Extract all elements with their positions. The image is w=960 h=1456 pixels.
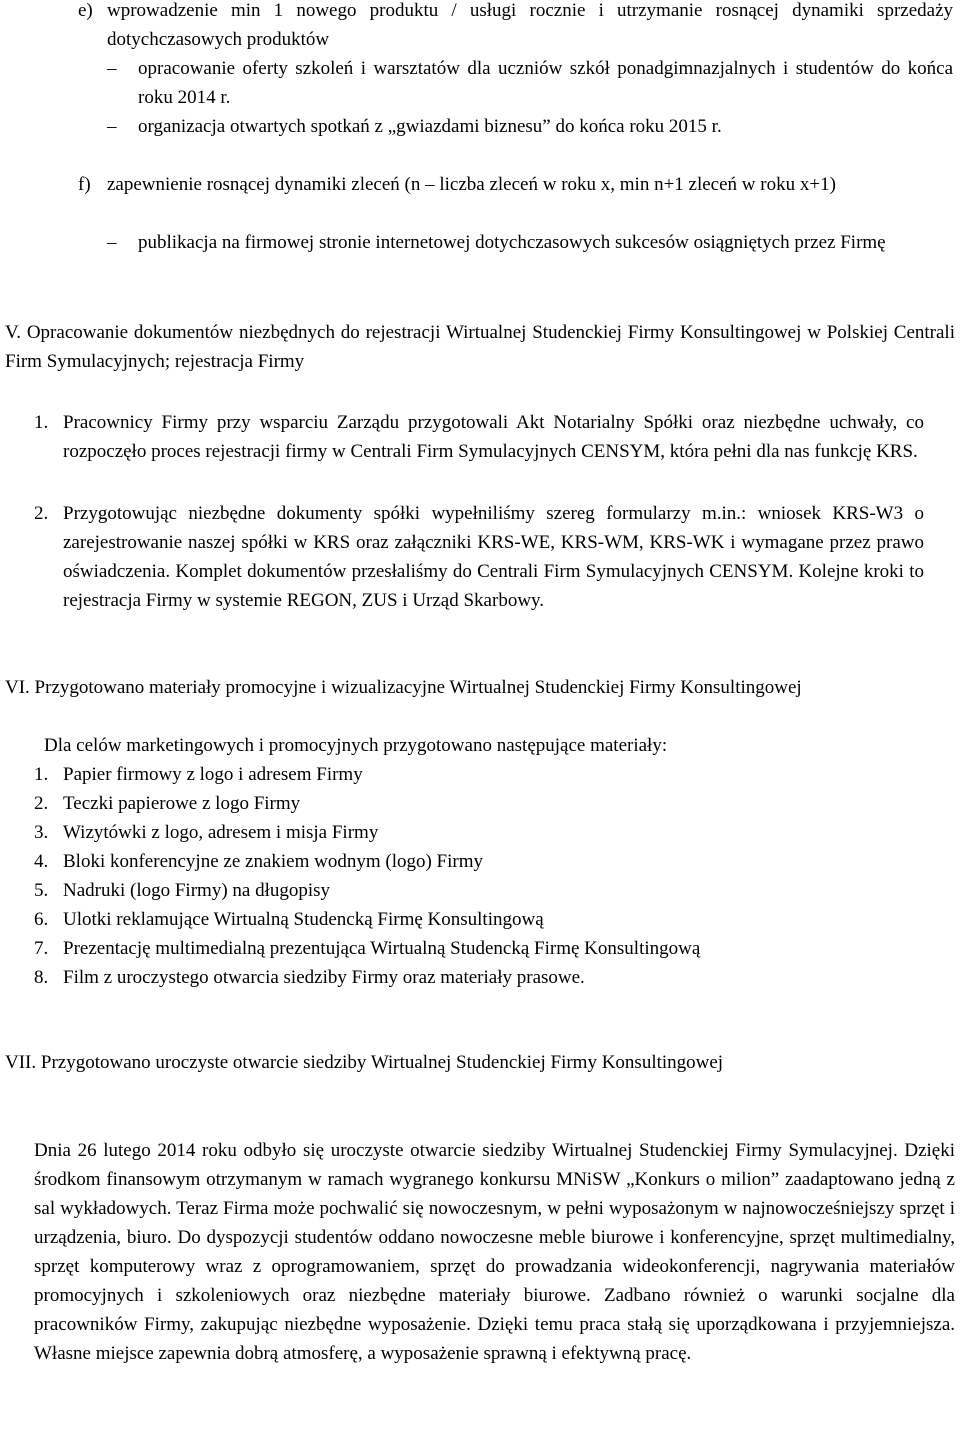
section-vii-heading: VII. Przygotowano uroczyste otwarcie siedziby Wirtualnej Studenckiej Firmy Konsultingowej	[5, 1052, 724, 1073]
dash-marker: –	[107, 116, 117, 137]
item-number: 3.	[34, 822, 49, 843]
section-e-text: wprowadzenie min 1 nowego produktu / usługi rocznie i utrzymanie rosnącej dynamiki sprzedaży dotychczasowych produktów	[107, 0, 953, 50]
section-e-bullet-1-text: opracowanie oferty szkoleń i warsztatów dla uczniów szkół ponadgimnazjalnych i studentów do końca roku 2014 r.	[138, 58, 953, 108]
item-text: Film z uroczystego otwarcia siedziby Firmy oraz materiały prasowe.	[63, 967, 585, 988]
item-number: 2.	[34, 503, 49, 524]
item-number: 8.	[34, 967, 49, 988]
section-v-heading: V. Opracowanie dokumentów niezbędnych do rejestracji Wirtualnej Studenckiej Firmy Konsultingowej w Polskiej Centrali Firm Symulacyjnych; rejestracja Firmy	[5, 322, 955, 372]
item-number: 6.	[34, 909, 49, 930]
section-e-label: e)	[78, 0, 93, 21]
section-vi-heading: VI. Przygotowano materiały promocyjne i wizualizacyjne Wirtualnej Studenckiej Firmy Konsultingowej	[5, 677, 802, 698]
item-number: 7.	[34, 938, 49, 959]
item-text: Prezentację multimedialną prezentująca Wirtualną Studencką Firmę Konsultingową	[63, 938, 701, 959]
item-text: Teczki papierowe z logo Firmy	[63, 793, 301, 814]
item-text: Ulotki reklamujące Wirtualną Studencką Firmę Konsultingową	[63, 909, 544, 930]
item-number: 2.	[34, 793, 49, 814]
item-text: Przygotowując niezbędne dokumenty spółki wypełniliśmy szereg formularzy m.in.: wniosek KRS-W3 o zarejestrowanie naszej spółki w KRS oraz załączniki KRS-WE, KRS-WM, KRS-WK i wymagane przez prawo oświadczenia. Komplet dokumentów przesłaliśmy do Centrali Firm Symulacyjnych CENSYM. Kolejne kroki to rejestracja Firmy w systemie REGON, ZUS i Urząd Skarbowy.	[63, 503, 924, 611]
item-text: Wizytówki z logo, adresem i misja Firmy	[63, 822, 379, 843]
dash-marker: –	[107, 58, 117, 79]
section-vii-paragraph: Dnia 26 lutego 2014 roku odbyło się uroczyste otwarcie siedziby Wirtualnej Studenckiej Firmy Symulacyjnej. Dzięki środkom finansowym otrzymanym w ramach wygranego konkursu MNiSW „Konkurs o milion” zaadaptowano jedną z sal wykładowych. Teraz Firma może pochwalić się nowoczesnym, w pełni wyposażonym w najnowocześniejszy sprzęt i urządzenia, biuro. Do dyspozycji studentów oddano nowoczesne meble biurowe i konferencyjne, sprzęt multimedialny, sprzęt komputerowy wraz z oprogramowaniem, sprzęt do prowadzania wideokonferencji, nagrywania materiałów promocyjnych i szkoleniowych oraz niezbędne materiały biurowe. Zadbano również o warunki socjalne dla pracowników Firmy, zakupując niezbędne wyposażenie. Dzięki temu praca stałą się uporządkowana i przyjemniejsza. Własne miejsce zapewnia dobrą atmosferę, a wyposażenie sprawną i efektywną pracę.	[34, 1140, 955, 1364]
item-number: 1.	[34, 764, 49, 785]
section-f-bullet-1-text: publikacja na firmowej stronie internetowej dotychczasowych sukcesów osiągniętych przez Firmę	[138, 232, 886, 253]
item-number: 5.	[34, 880, 49, 901]
item-text: Nadruki (logo Firmy) na długopisy	[63, 880, 331, 901]
section-f-label: f)	[78, 174, 91, 195]
item-text: Pracownicy Firmy przy wsparciu Zarządu przygotowali Akt Notarialny Spółki oraz niezbędne uchwały, co rozpoczęło proces rejestracji firmy w Centrali Firm Symulacyjnych CENSYM, która pełni dla nas funkcję KRS.	[63, 412, 924, 462]
item-number: 4.	[34, 851, 49, 872]
section-e-bullet-2-text: organizacja otwartych spotkań z „gwiazdami biznesu” do końca roku 2015 r.	[138, 116, 722, 137]
item-number: 1.	[34, 412, 49, 433]
dash-marker: –	[107, 232, 117, 253]
item-text: Papier firmowy z logo i adresem Firmy	[63, 764, 363, 785]
item-text: Bloki konferencyjne ze znakiem wodnym (logo) Firmy	[63, 851, 484, 872]
section-vi-intro: Dla celów marketingowych i promocyjnych przygotowano następujące materiały:	[44, 735, 668, 756]
section-f-text: zapewnienie rosnącej dynamiki zleceń (n – liczba zleceń w roku x, min n+1 zleceń w roku x+1)	[107, 174, 836, 195]
